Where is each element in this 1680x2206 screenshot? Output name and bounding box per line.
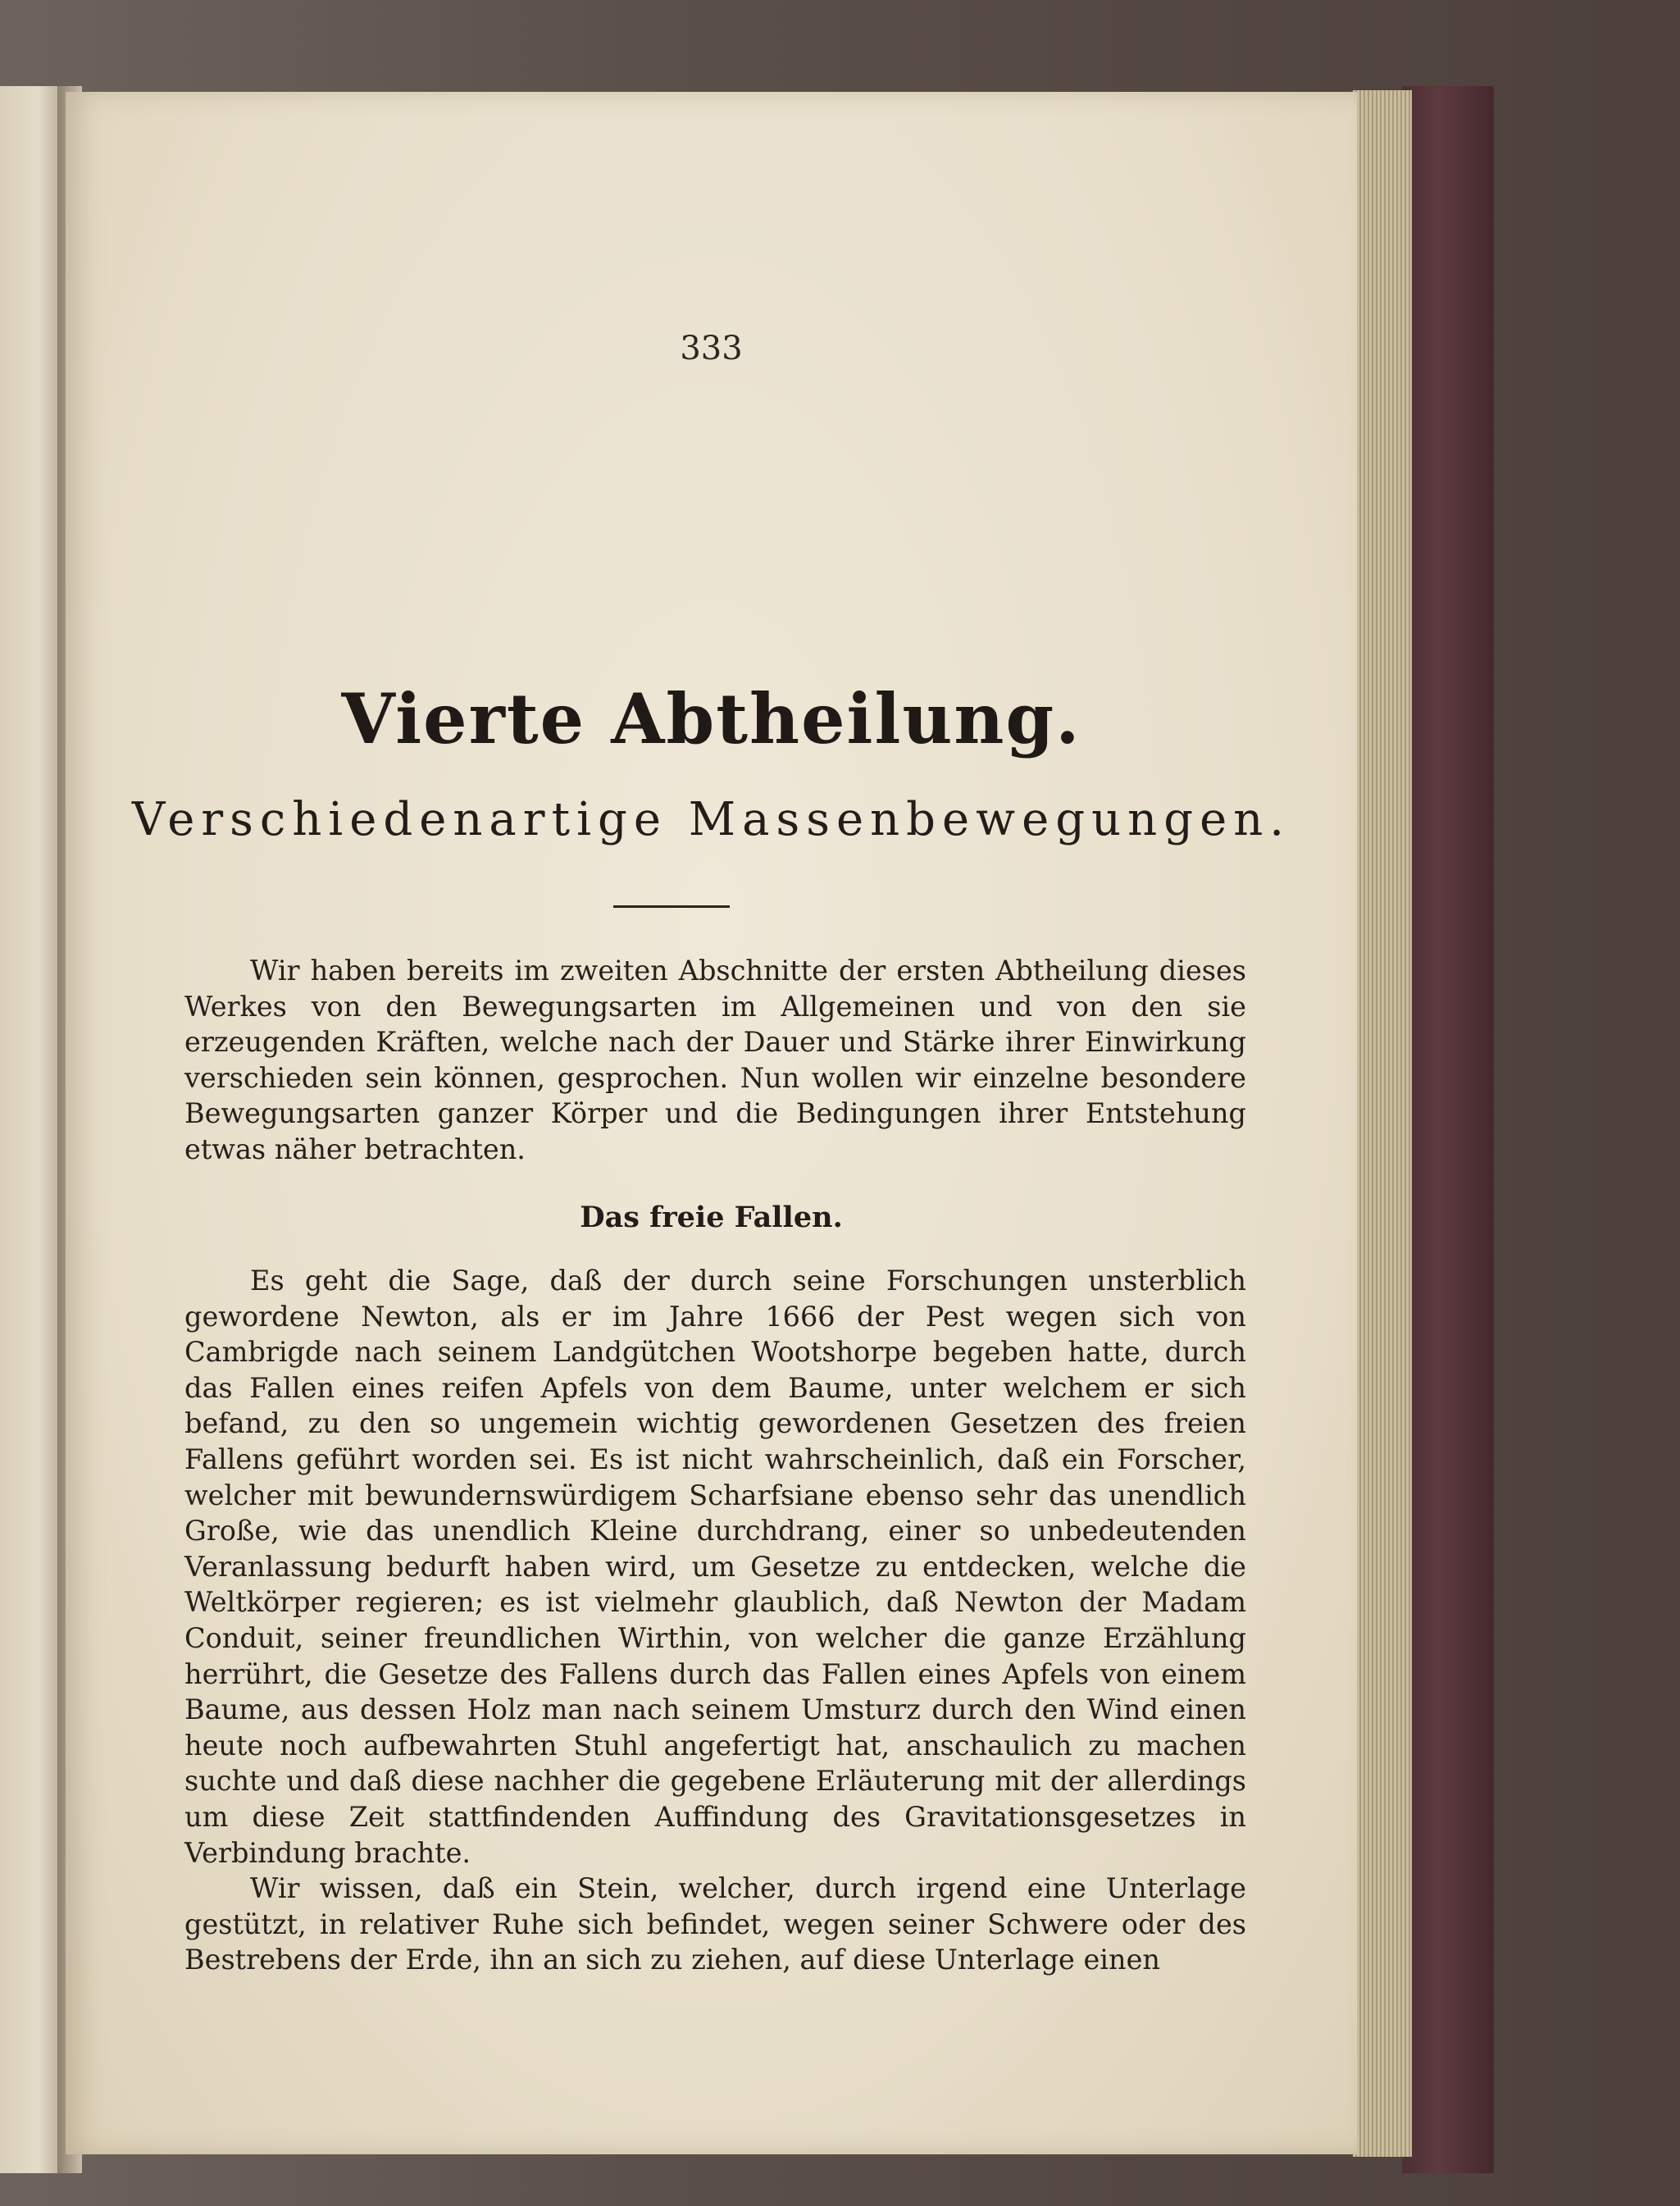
paragraph-2: Wir wissen, daß ein Stein, welcher, durch irgend eine Unterlage gestützt, in relativer Ruhe sich befindet, wegen seiner Schwere oder des Bestrebens der Erde, ihn an sich zu ziehen, auf diese Unterlage einen	[184, 1872, 1246, 1976]
book-cover	[1402, 86, 1494, 2173]
intro-paragraph-block	[184, 953, 1246, 1168]
page-edges	[1353, 90, 1412, 2157]
paragraph-1: Es geht die Sage, daß der durch seine Forschungen unsterblich gewordene Newton, als er im Jahre 1666 der Pest wegen sich von Cambrigde nach seinem Landgütchen Wootshorpe begeben hatte, durch das Fallen eines reifen Apfels von dem Baume, unter welchem er sich befand, zu den so ungemein wichtig gewordenen Gesetzen des freien Fallens geführt worden sei. Es ist nicht wahrscheinlich, daß ein Forscher, welcher mit bewundernswürdigem Scharfsiane ebenso sehr das unendlich Große, wie das unendlich Kleine durchdrang, einer so unbedeutenden Veranlassung bedurft haben wird, um Gesetze zu entdecken, welche die Weltkörper regieren; es ist vielmehr glaublich, daß Newton der Madam Conduit, seiner freundlichen Wirthin, von welcher die ganze Erzählung herrührt, die Gesetze des Fallens durch das Fallen eines Apfels von einem Baume, aus dessen Holz man nach seinem Umsturz durch den Wind einen heute noch aufbewahrten Stuhl angefertigt hat, anschaulich zu machen suchte und daß diese nachher die gegebene Erläuterung mit der allerdings um diese Zeit stattfindenden Auffindung des Gravitationsgesetzes in Verbindung brachte.	[184, 1265, 1246, 1869]
left-page-edge	[0, 86, 64, 2173]
section-heading: Das freie Fallen.	[580, 1201, 843, 1234]
part-title: Vierte Abtheilung.	[341, 678, 1081, 759]
book-page	[66, 92, 1357, 2154]
section-body	[184, 1263, 1246, 1978]
part-subtitle: Verschiedenartige Massenbewegungen.	[131, 793, 1291, 846]
divider-rule	[613, 905, 730, 908]
page-number: 333	[680, 330, 743, 367]
intro-paragraph: Wir haben bereits im zweiten Abschnitte der ersten Abtheilung dieses Werkes von den Bewegungsarten im Allgemeinen und von den sie erzeugenden Kräften, welche nach der Dauer und Stärke ihrer Einwirkung verschieden sein können, gesprochen. Nun wollen wir einzelne besondere Bewegungsarten ganzer Körper und die Bedingungen ihrer Entstehung etwas näher betrachten.	[184, 955, 1246, 1165]
